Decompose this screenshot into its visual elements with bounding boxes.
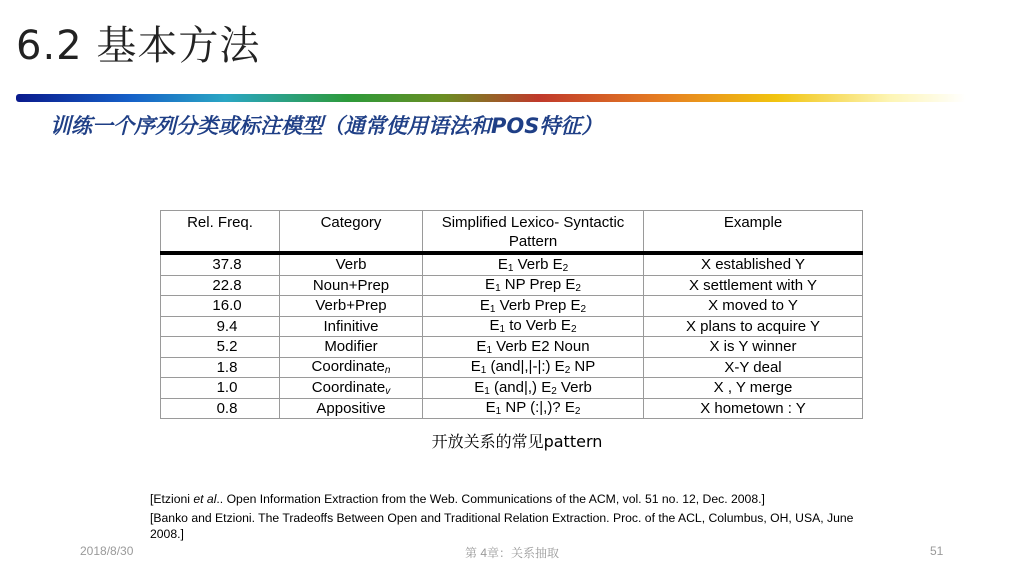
table-row <box>161 398 863 419</box>
table-row <box>161 378 863 399</box>
cell-example: X established Y <box>644 253 863 275</box>
table-row <box>161 337 863 358</box>
reference-italic-text: et al <box>193 492 217 506</box>
header-pattern: Simplified Lexico- Syntactic Pattern <box>423 211 644 254</box>
table-caption: 开放关系的常见pattern <box>431 432 603 451</box>
cell-pattern: $E_1$ Verb E2 Noun <box>423 337 644 358</box>
cell-rel-freq: 9.4 <box>161 316 280 337</box>
cell-example: X , Y merge <box>644 378 863 399</box>
footer-date: 2018/8/30 <box>80 544 134 558</box>
table-row <box>161 275 863 296</box>
cell-category: Verb <box>280 253 423 275</box>
cell-pattern: $E_1$ Verb Prep $E_2$ <box>423 296 644 317</box>
cell-example: X moved to Y <box>644 296 863 317</box>
relation-pattern-table <box>160 210 863 419</box>
cell-rel-freq: 37.8 <box>161 253 280 275</box>
cell-pattern: $E_1$ to Verb $E_2$ <box>423 316 644 337</box>
cell-category: Verb+Prep <box>280 296 423 317</box>
table-header-row <box>161 211 863 254</box>
cell-pattern: $E_1$ Verb $E_2$ <box>423 253 644 275</box>
cell-rel-freq: 0.8 <box>161 398 280 419</box>
cell-category: Coordinate$_v$ <box>280 378 423 399</box>
title-divider-bar <box>16 94 966 102</box>
header-category: Category <box>280 211 423 254</box>
table-row <box>161 357 863 378</box>
table-row <box>161 316 863 337</box>
footer-page-number: 51 <box>930 544 944 558</box>
cell-pattern: $E_1$ (and|,|-|:) $E_2$ NP <box>423 357 644 378</box>
cell-rel-freq: 16.0 <box>161 296 280 317</box>
header-rel-freq: Rel. Freq. <box>161 211 280 254</box>
cell-example: X-Y deal <box>644 357 863 378</box>
cell-example: X settlement with Y <box>644 275 863 296</box>
cell-category: Noun+Prep <box>280 275 423 296</box>
references <box>150 491 870 545</box>
table-row <box>161 296 863 317</box>
table-row <box>161 253 863 275</box>
reference-text: [Etzioni <box>150 492 194 506</box>
cell-rel-freq: 1.8 <box>161 357 280 378</box>
cell-example: X is Y winner <box>644 337 863 358</box>
cell-example: X plans to acquire Y <box>644 316 863 337</box>
slide-title: 6.2 基本方法 <box>16 23 261 69</box>
cell-category: Infinitive <box>280 316 423 337</box>
cell-pattern: $E_1$ NP Prep $E_2$ <box>423 275 644 296</box>
cell-rel-freq: 22.8 <box>161 275 280 296</box>
cell-rel-freq: 1.0 <box>161 378 280 399</box>
cell-rel-freq: 5.2 <box>161 337 280 358</box>
cell-category: Modifier <box>280 337 423 358</box>
reference-text: .. Open Information Extraction from the Web. Communications of the ACM, vol. 51 no. 12, Dec. 2008.] <box>216 492 765 506</box>
cell-pattern: $E_1$ NP (:|,)? $E_2$ <box>423 398 644 419</box>
slide-subtitle: 训练一个序列分类或标注模型（通常使用语法和POS特征） <box>50 114 603 138</box>
header-example: Example <box>644 211 863 254</box>
cell-pattern: $E_1$ (and|,) $E_2$ Verb <box>423 378 644 399</box>
cell-category: Coordinate$_n$ <box>280 357 423 378</box>
footer-chapter: 第 4章：关系抽取 <box>464 546 559 560</box>
cell-example: X hometown : Y <box>644 398 863 419</box>
reference-banko: [Banko and Etzioni. The Tradeoffs Between Open and Traditional Relation Extraction. Proc. of the ACL, Columbus, OH, USA, June 2008.] <box>150 510 854 541</box>
cell-category: Appositive <box>280 398 423 419</box>
reference-etzioni <box>150 491 870 508</box>
